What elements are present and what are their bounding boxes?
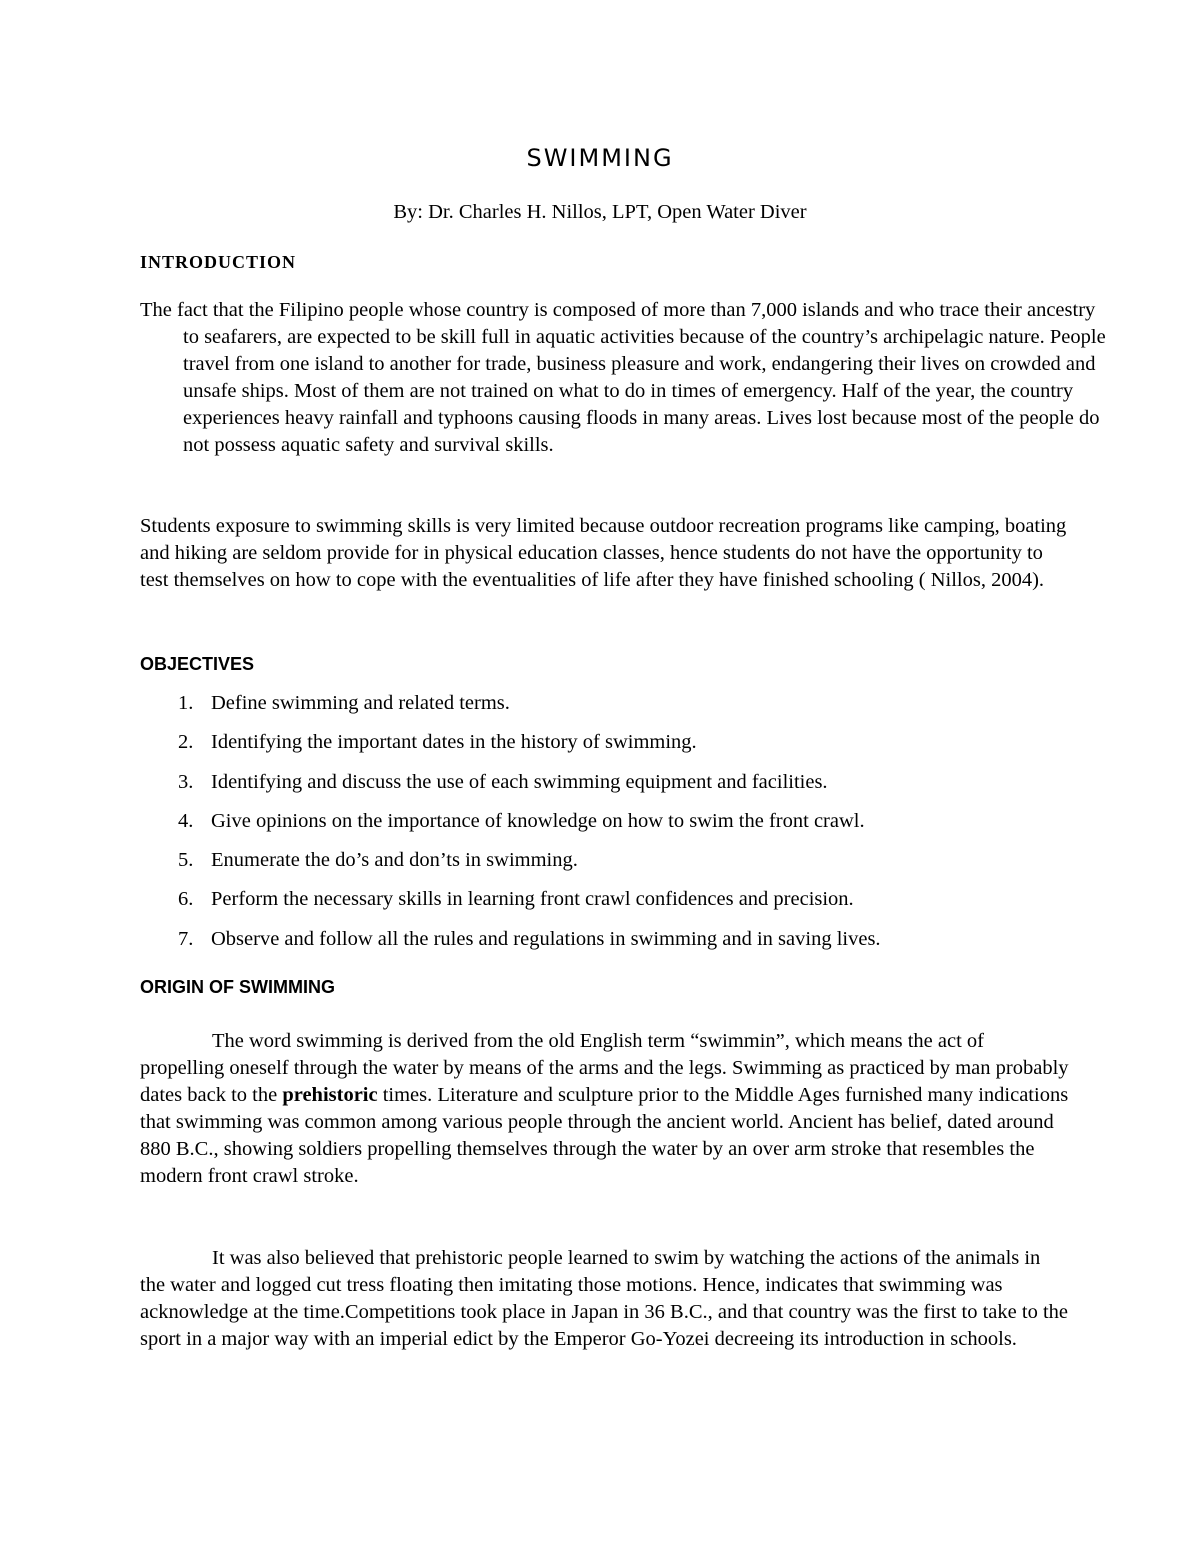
origin-paragraph-2: It was also believed that prehistoric people learned to swim by watching the actions of the animals in the water and logged cut tress floating then imitating those motions. Hence, indicates that swimming was acknowledge at the time.Competitions took place in Japan in 36 B.C., and that country was the first to take to the sport in a major way with an imperial edict by the Emperor Go-Yozei decreeing its introduction in schools. bbox=[140, 1247, 1068, 1350]
objectives-heading: OBJECTIVES bbox=[140, 654, 255, 674]
list-item-number: 5. bbox=[178, 849, 194, 872]
list-item-text: Identifying the important dates in the history of swimming. bbox=[211, 731, 697, 754]
list-item-number: 3. bbox=[178, 770, 194, 793]
list-item-number: 7. bbox=[178, 927, 194, 950]
list-item bbox=[140, 847, 1070, 886]
list-item-number: 6. bbox=[178, 888, 194, 911]
origin-paragraph-1-end: times. Literature and sculpture prior to the Middle Ages furnished many indications that swimming was common among various people through the ancient world. Ancient has belief, dated around 880 B.C., showing soldiers propelling themselves through the water by an over arm stroke that resembles the modern front crawl stroke. bbox=[140, 1084, 1069, 1187]
document-title: SWIMMING bbox=[526, 144, 674, 172]
list-item-text: Identifying and discuss the use of each swimming equipment and facilities. bbox=[211, 770, 828, 793]
list-item-text: Give opinions on the importance of knowledge on how to swim the front crawl. bbox=[211, 809, 865, 832]
list-item bbox=[140, 690, 1070, 729]
list-item-text: Observe and follow all the rules and regulations in swimming and in saving lives. bbox=[211, 927, 881, 950]
origin-paragraph-1-start: The word swimming is derived from the old English term “swimmin”, which means the act of propelling oneself through the water by means of the arms and the legs. Swimming as practiced by man probably dates back to the bbox=[140, 1030, 1069, 1106]
list-item bbox=[140, 886, 1070, 925]
introduction-paragraph: The fact that the Filipino people whose country is composed of more than 7,000 islands and who trace their ancestry to seafarers, are expected to be skill full in aquatic activities because of the country’s archipelagic nature. People travel from one island to another for trade, business pleasure and work, endangering their lives on crowded and unsafe ships. Most of them are not trained on what to do in times of emergency. Half of the year, the country experiences heavy rainfall and typhoons causing floods in many areas. Lives lost because most of the people do not possess aquatic safety and survival skills. bbox=[140, 299, 1106, 456]
prehistoric-emphasis: prehistoric bbox=[282, 1084, 378, 1106]
list-item bbox=[140, 729, 1070, 768]
origin-paragraph-1 bbox=[140, 1028, 1070, 1190]
list-item bbox=[140, 926, 1070, 965]
list-item bbox=[140, 808, 1070, 847]
list-item-number: 1. bbox=[178, 692, 194, 714]
introduction-heading: INTRODUCTION bbox=[140, 252, 297, 272]
list-item bbox=[140, 769, 1070, 808]
list-item-number: 4. bbox=[178, 809, 194, 832]
list-item-text: Enumerate the do’s and don’ts in swimming. bbox=[211, 849, 578, 872]
list-item-text: Perform the necessary skills in learning front crawl confidences and precision. bbox=[211, 888, 854, 911]
list-item-text: Define swimming and related terms. bbox=[211, 692, 510, 714]
students-paragraph: Students exposure to swimming skills is very limited because outdoor recreation programs like camping, boating and hiking are seldom provide for in physical education classes, hence students do not have the opportunity to test themselves on how to cope with the eventualities of life after they have finished schooling ( Nillos, 2004). bbox=[140, 515, 1067, 591]
objectives-list bbox=[140, 690, 1070, 965]
list-item-number: 2. bbox=[178, 731, 194, 754]
author-byline: By: Dr. Charles H. Nillos, LPT, Open Water Diver bbox=[393, 201, 807, 223]
origin-heading: ORIGIN OF SWIMMING bbox=[140, 977, 335, 997]
